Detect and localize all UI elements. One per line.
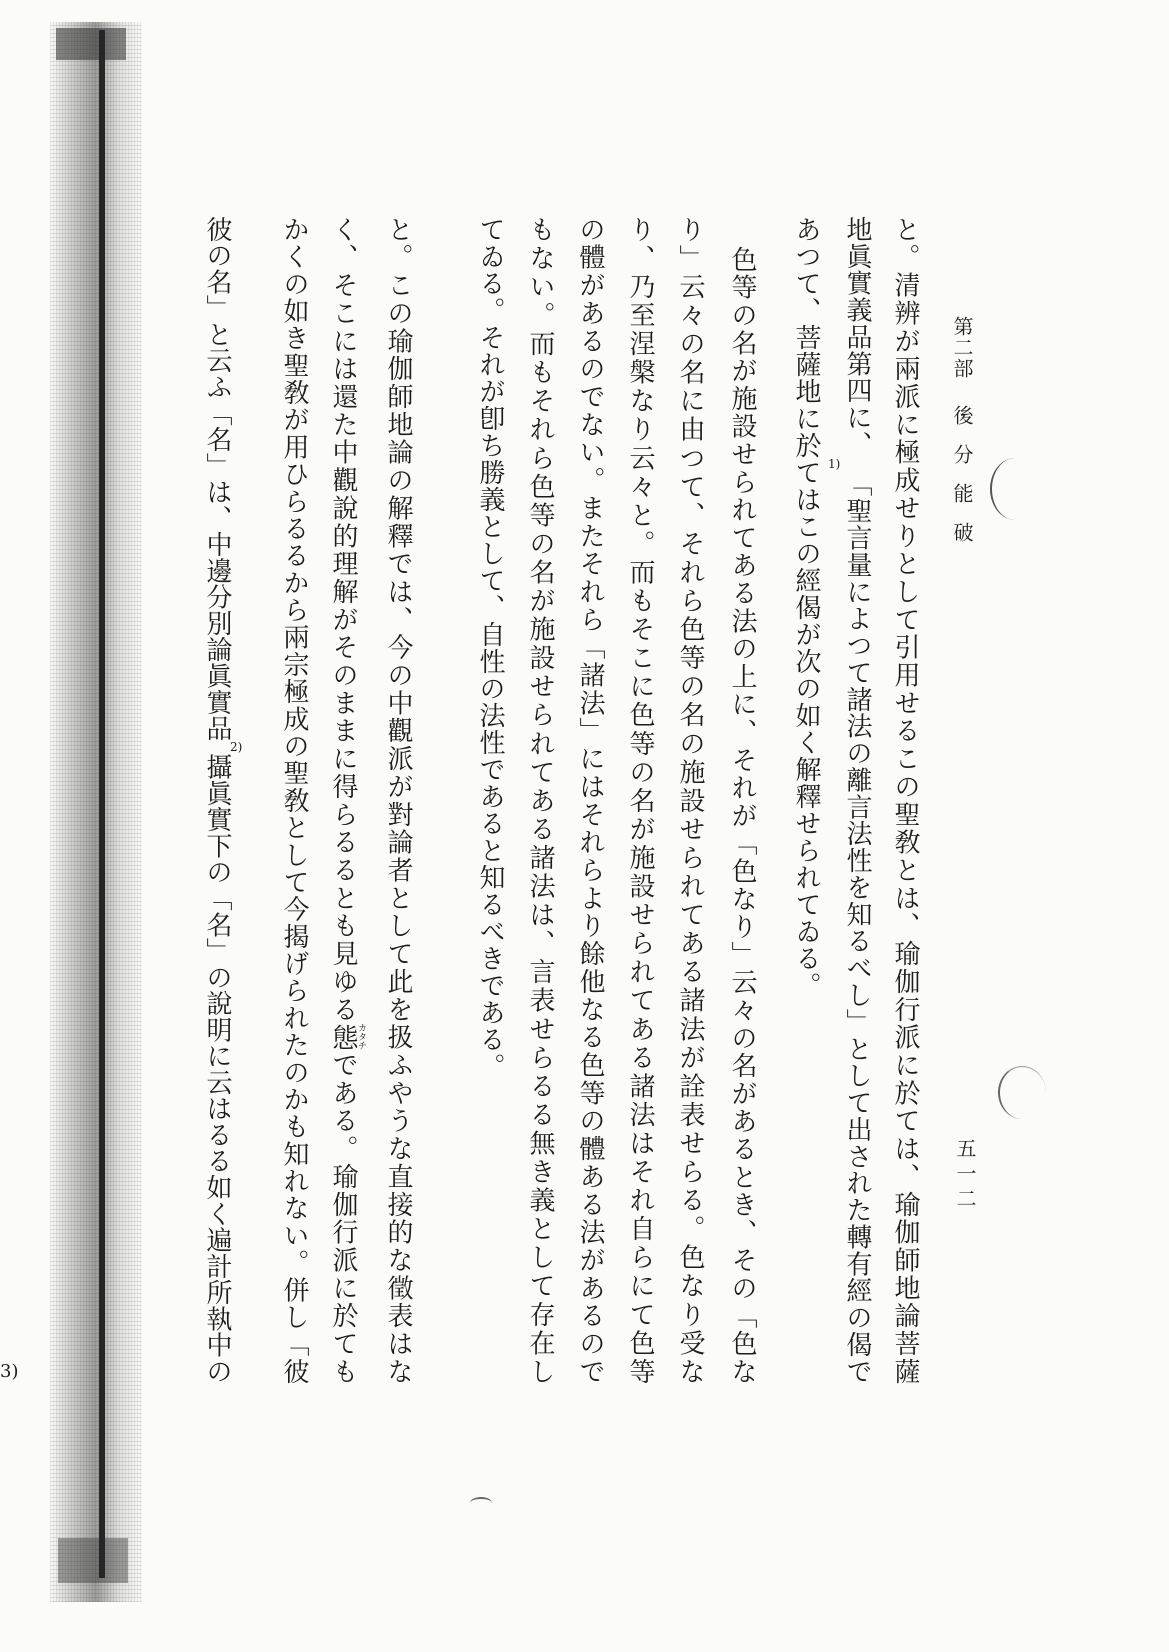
footnote-marker: 1)	[828, 457, 841, 470]
footnote-marker: 2)	[230, 741, 243, 754]
column-text: もない。而もそれら色等の名が施設せられてある諸法は、言表せらるる無き義として存在し	[525, 216, 555, 1384]
running-header	[947, 316, 977, 561]
column-text: 攝眞實下の「名」の說明に云はるる如く遍計所執中の	[202, 753, 232, 1385]
ruby-base: 態	[328, 1023, 358, 1051]
margin-note-marker: 3)	[0, 1361, 19, 1382]
binding-shadow-bottom	[58, 1538, 128, 1583]
page-number: 五一二	[953, 1138, 977, 1213]
part-label: 第二部	[950, 316, 974, 379]
text-column	[828, 216, 877, 1385]
column-text: 「聖言量によつて諸法の離言法性を知るべし」として出された轉有經の偈で	[842, 470, 872, 1385]
punch-hole-mark	[998, 1066, 1046, 1119]
ruby-annotation	[328, 1023, 366, 1051]
quoted-text-column	[722, 246, 762, 1384]
column-text: あつて、菩薩地に於てはこの經偈が次の如く解釋せられてゐる。	[791, 216, 821, 999]
column-text: り」云々の名に由つて、それら色等の名の施設せられてある諸法が詮表せらる。色なり受な	[675, 216, 705, 1384]
column-text: と。この瑜伽師地論の解釋では、今の中觀派が對論者として此を扱ふやうな直接的な徵表はな	[383, 216, 413, 1384]
quoted-text-column	[670, 216, 710, 1384]
text-column	[378, 216, 418, 1384]
text-column	[786, 216, 826, 1384]
quoted-text-column	[620, 216, 660, 1384]
column-text: と。清辨が兩派に極成せりとして引用せるこの聖敎とは、瑜伽行派に於ては、瑜伽師地論菩薩	[890, 216, 920, 1384]
column-text: く、そこには還た中觀說的理解がそのままに得らるるとも見ゆる	[328, 216, 358, 1024]
column-text: の體があるのでない。またそれら「諸法」にはそれらより餘他なる色等の體ある法があるので	[575, 216, 605, 1384]
column-text: り、乃至涅槃なり云々と。而もそこに色等の名が施設せられてある諸法はそれ自らにて色等	[625, 216, 655, 1384]
quoted-text-column	[520, 216, 560, 1384]
text-column	[885, 216, 925, 1384]
column-text: 彼の名」と云ふ「名」は、中邊分別論眞實品	[202, 216, 232, 742]
quoted-text-column	[470, 216, 510, 1384]
binding-shadow-top	[56, 28, 126, 60]
text-column	[274, 216, 314, 1384]
section-title: 後分能破	[950, 405, 974, 561]
quoted-text-column	[570, 216, 610, 1384]
column-text: てゐる。それが卽ち勝義として、自性の法性であると知るべきである。	[475, 216, 505, 1080]
column-text: 色等の名が施設せられてある法の上に、それが「色なり」云々の名があるとき、その「色な	[727, 246, 757, 1384]
punch-hole-mark	[990, 458, 1040, 520]
column-text: 地眞實義品第四に、	[842, 216, 872, 458]
scan-smudge-mark	[470, 1497, 492, 1509]
text-column	[326, 216, 366, 1384]
binding-edge-line	[99, 30, 105, 1578]
binding-shadow	[50, 22, 142, 1602]
text-column	[197, 216, 243, 1385]
column-text: かくの如き聖敎が用ひらるるから兩宗極成の聖敎として今揭げられたのかも知れない。併し「彼	[279, 216, 309, 1384]
ruby-reading: カタチ	[356, 1023, 366, 1051]
column-text: である。瑜伽行派に於ても	[328, 1049, 358, 1385]
